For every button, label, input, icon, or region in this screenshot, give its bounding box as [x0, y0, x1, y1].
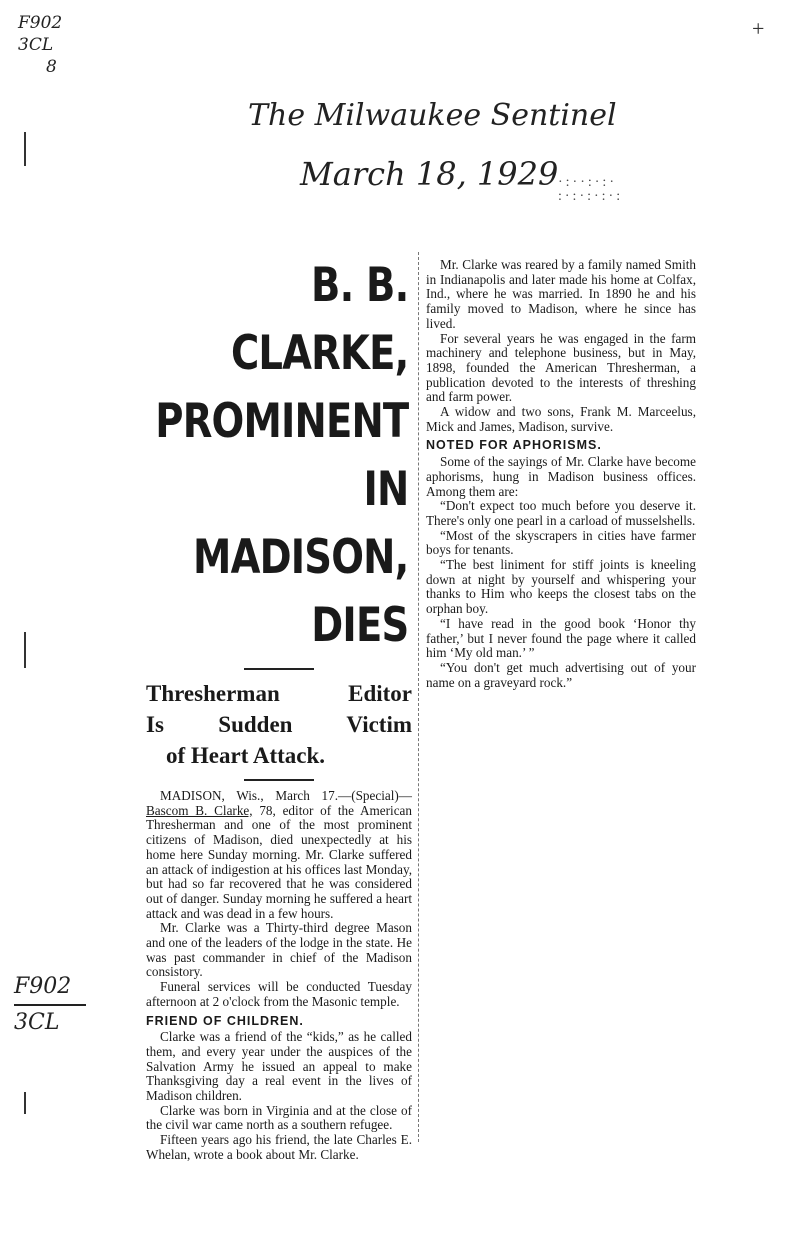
aphorism: “You don't get much advertising out of your name on a graveyard rock.”	[426, 659, 696, 690]
deck-line: of Heart Attack.	[166, 743, 326, 768]
registration-mark: +	[752, 16, 765, 41]
subhead-friend-of-children: FRIEND OF CHILDREN.	[146, 1013, 304, 1028]
headline-line: PROMINENT IN	[155, 394, 409, 517]
filing-rule	[14, 1004, 86, 1006]
subheadline	[146, 678, 412, 771]
headline	[146, 252, 408, 660]
deck-rule	[244, 779, 314, 781]
body-paragraph: Some of the sayings of Mr. Clarke have become aphorisms, hung in Madison business offices. Among them are:	[426, 454, 696, 499]
headline-rule	[244, 668, 314, 670]
aphorism: “I have read in the good book ‘Honor thy father,’ but I never found the page where it called him ‘My old man.’ ”	[426, 615, 696, 661]
filing-number: 8	[46, 57, 57, 77]
margin-mark	[24, 632, 26, 668]
filing-code: F902	[18, 13, 63, 33]
margin-mark	[24, 132, 26, 166]
body-paragraph: A widow and two sons, Frank M. Marceelus, Mick and James, Madison, survive.	[426, 404, 696, 434]
article-right-column	[426, 258, 696, 690]
subject-name: Bascom B. Clarke,	[146, 802, 253, 818]
lead-paragraph	[146, 789, 412, 921]
article-left-column	[146, 252, 412, 1163]
lead-text: 78, editor of the American Thresherman and one of the most prominent citizens of Madison, died unexpectedly at his home here Sunday morning. Mr. Clarke suffered an attack of indigestion at his offices last Monday, but had so far recovered that he was considered out of danger. Sunday morning he suffered a heart attack and was dead in a few hours.	[146, 802, 412, 921]
body-paragraph: Fifteen years ago his friend, the late Charles E. Whelan, wrote a book about Mr. Clarke.	[146, 1132, 412, 1162]
deck-line: Thresherman Editor	[146, 681, 412, 706]
dateline: MADISON, Wis., March 17.—(Special)—	[160, 788, 412, 803]
deck-line: Is Sudden Victim	[146, 712, 412, 737]
subhead-noted-for-aphorisms: NOTED FOR APHORISMS.	[426, 438, 602, 453]
publication-name: The Milwaukee Sentinel	[248, 98, 617, 133]
filing-note-mid	[14, 972, 86, 1038]
headline-line: MADISON, DIES	[193, 530, 409, 653]
margin-mark	[24, 1092, 26, 1114]
filing-code: F902	[14, 974, 72, 999]
filing-class: 3CL	[18, 35, 54, 55]
filing-class: 3CL	[14, 1010, 60, 1035]
headline-line: B. B. CLARKE,	[230, 258, 409, 381]
aphorism: “The best liniment for stiff joints is kneeling down at night by yourself and whispering your thanks to Him who keeps the closest tabs on the orphan boy.	[426, 557, 696, 617]
column-divider	[418, 252, 419, 1142]
aphorism: “Most of the skyscrapers in cities have farmer boys for tenants.	[426, 527, 696, 558]
body-paragraph: Funeral services will be conducted Tuesday afternoon at 2 o'clock from the Masonic temple.	[146, 979, 412, 1009]
body-paragraph: Clarke was born in Virginia and at the close of the civil war came north as a southern refugee.	[146, 1102, 412, 1133]
body-paragraph: For several years he was engaged in the farm machinery and telephone business, but in May, 1898, founded the American Thresherman, a publication devoted to the interests of threshing and farm power.	[426, 330, 696, 405]
publication-date: March 18, 1929	[300, 155, 559, 193]
body-paragraph: Mr. Clarke was reared by a family named Smith in Indianapolis and later made his home at Colfax, Ind., where he was married. In 1890 he and his family moved to Madison, where he since has lived.	[426, 257, 696, 331]
body-paragraph: Mr. Clarke was a Thirty-third degree Mason and one of the leaders of the lodge in the state. He was past commander in chief of the Madison consistory.	[146, 920, 412, 980]
body-paragraph: Clarke was a friend of the “kids,” as he called them, and every year under the auspices of the Salvation Army he issued an appeal to make Thanksgiving day a real event in the lives of Madison children.	[146, 1029, 412, 1104]
aphorism: “Don't expect too much before you deserve it. There's only one pearl in a carload of musselshells.	[426, 498, 696, 528]
perforation-dots: ·:··:·:· :·:·:·:·:	[558, 175, 624, 204]
filing-note-top	[18, 12, 62, 78]
